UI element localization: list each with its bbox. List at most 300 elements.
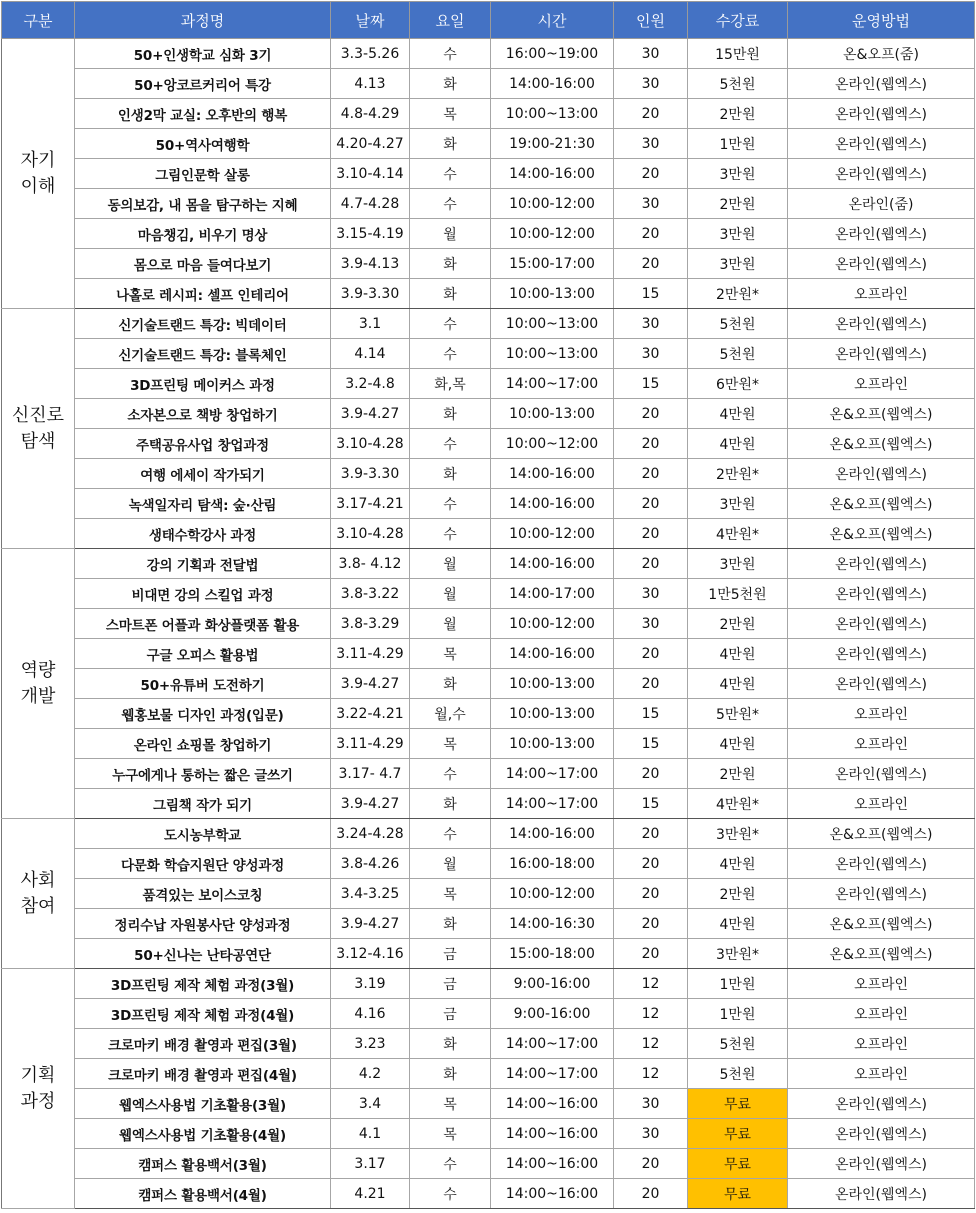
method-cell: 온라인(웹엑스) bbox=[788, 99, 975, 129]
method-cell: 온라인(웹엑스) bbox=[788, 309, 975, 339]
fee-cell: 3만원* bbox=[688, 939, 788, 969]
header-time: 시간 bbox=[491, 2, 614, 39]
table-row bbox=[2, 549, 975, 579]
time-cell: 10:00-12:00 bbox=[491, 219, 614, 249]
course-name-cell: 소자본으로 책방 창업하기 bbox=[75, 399, 331, 429]
time-cell: 16:00-18:00 bbox=[491, 849, 614, 879]
date-cell: 3.9-4.27 bbox=[331, 669, 410, 699]
fee-cell: 무료 bbox=[688, 1149, 788, 1179]
method-cell: 온&오프(웹엑스) bbox=[788, 939, 975, 969]
course-name-cell: 신기술트랜드 특강: 빅데이터 bbox=[75, 309, 331, 339]
day-cell: 화 bbox=[410, 69, 491, 99]
course-name-cell: 웹엑스사용법 기초활용(3월) bbox=[75, 1089, 331, 1119]
capacity-cell: 20 bbox=[614, 1179, 688, 1209]
course-name-cell: 다문화 학습지원단 양성과정 bbox=[75, 849, 331, 879]
day-cell: 수 bbox=[410, 519, 491, 549]
method-cell: 온&오프(웹엑스) bbox=[788, 489, 975, 519]
day-cell: 화 bbox=[410, 669, 491, 699]
course-name-cell: 50+역사여행학 bbox=[75, 129, 331, 159]
capacity-cell: 20 bbox=[614, 849, 688, 879]
day-cell: 목 bbox=[410, 729, 491, 759]
course-name-cell: 캠퍼스 활용백서(3월) bbox=[75, 1149, 331, 1179]
table-row bbox=[2, 609, 975, 639]
fee-cell: 3만원 bbox=[688, 489, 788, 519]
day-cell: 목 bbox=[410, 639, 491, 669]
table-row bbox=[2, 849, 975, 879]
time-cell: 10:00~13:00 bbox=[491, 99, 614, 129]
capacity-cell: 20 bbox=[614, 759, 688, 789]
course-name-cell: 50+인생학교 심화 3기 bbox=[75, 39, 331, 69]
table-row bbox=[2, 129, 975, 159]
table-row bbox=[2, 219, 975, 249]
table-row bbox=[2, 189, 975, 219]
table-row bbox=[2, 399, 975, 429]
table-row bbox=[2, 99, 975, 129]
capacity-cell: 20 bbox=[614, 669, 688, 699]
day-cell: 수 bbox=[410, 39, 491, 69]
date-cell: 4.20-4.27 bbox=[331, 129, 410, 159]
fee-cell: 1만원 bbox=[688, 969, 788, 999]
day-cell: 화 bbox=[410, 249, 491, 279]
day-cell: 수 bbox=[410, 159, 491, 189]
date-cell: 4.21 bbox=[331, 1179, 410, 1209]
capacity-cell: 30 bbox=[614, 609, 688, 639]
fee-cell: 3만원 bbox=[688, 159, 788, 189]
method-cell: 온&오프(웹엑스) bbox=[788, 519, 975, 549]
fee-cell: 5만원* bbox=[688, 699, 788, 729]
fee-cell: 2만원 bbox=[688, 609, 788, 639]
fee-cell: 4만원 bbox=[688, 639, 788, 669]
category-cell: 기획 과정 bbox=[2, 969, 75, 1209]
header-row bbox=[2, 2, 975, 39]
course-name-cell: 강의 기획과 전달법 bbox=[75, 549, 331, 579]
date-cell: 3.3-5.26 bbox=[331, 39, 410, 69]
capacity-cell: 12 bbox=[614, 1059, 688, 1089]
method-cell: 온라인(웹엑스) bbox=[788, 219, 975, 249]
day-cell: 수 bbox=[410, 819, 491, 849]
category-cell: 자기 이해 bbox=[2, 39, 75, 309]
date-cell: 3.4-3.25 bbox=[331, 879, 410, 909]
table-row bbox=[2, 999, 975, 1029]
fee-cell: 3만원* bbox=[688, 819, 788, 849]
table-row bbox=[2, 819, 975, 849]
time-cell: 14:00~16:00 bbox=[491, 1149, 614, 1179]
method-cell: 온라인(웹엑스) bbox=[788, 249, 975, 279]
time-cell: 14:00~16:00 bbox=[491, 1089, 614, 1119]
time-cell: 14:00-16:00 bbox=[491, 819, 614, 849]
table-row bbox=[2, 1059, 975, 1089]
course-name-cell: 3D프린팅 제작 체험 과정(4월) bbox=[75, 999, 331, 1029]
time-cell: 10:00-13:00 bbox=[491, 279, 614, 309]
table-row bbox=[2, 1119, 975, 1149]
course-name-cell: 몸으로 마음 들여다보기 bbox=[75, 249, 331, 279]
method-cell: 온라인(웹엑스) bbox=[788, 159, 975, 189]
capacity-cell: 30 bbox=[614, 129, 688, 159]
fee-cell: 3만원 bbox=[688, 549, 788, 579]
time-cell: 16:00~19:00 bbox=[491, 39, 614, 69]
time-cell: 10:00-13:00 bbox=[491, 699, 614, 729]
fee-cell: 6만원* bbox=[688, 369, 788, 399]
day-cell: 화 bbox=[410, 399, 491, 429]
method-cell: 오프라인 bbox=[788, 699, 975, 729]
method-cell: 온라인(줌) bbox=[788, 189, 975, 219]
table-row bbox=[2, 699, 975, 729]
time-cell: 14:00~16:00 bbox=[491, 1179, 614, 1209]
capacity-cell: 30 bbox=[614, 1089, 688, 1119]
table-row bbox=[2, 639, 975, 669]
date-cell: 4.7-4.28 bbox=[331, 189, 410, 219]
table-row bbox=[2, 1029, 975, 1059]
date-cell: 3.2-4.8 bbox=[331, 369, 410, 399]
header-date: 날짜 bbox=[331, 2, 410, 39]
capacity-cell: 20 bbox=[614, 549, 688, 579]
day-cell: 금 bbox=[410, 969, 491, 999]
capacity-cell: 20 bbox=[614, 879, 688, 909]
day-cell: 수 bbox=[410, 189, 491, 219]
course-name-cell: 그림인문학 살롱 bbox=[75, 159, 331, 189]
date-cell: 3.17-4.21 bbox=[331, 489, 410, 519]
method-cell: 온&오프(웹엑스) bbox=[788, 399, 975, 429]
method-cell: 온라인(웹엑스) bbox=[788, 639, 975, 669]
day-cell: 수 bbox=[410, 339, 491, 369]
method-cell: 온라인(웹엑스) bbox=[788, 759, 975, 789]
fee-cell: 무료 bbox=[688, 1119, 788, 1149]
day-cell: 목 bbox=[410, 879, 491, 909]
day-cell: 월 bbox=[410, 219, 491, 249]
fee-cell: 15만원 bbox=[688, 39, 788, 69]
date-cell: 3.9-4.13 bbox=[331, 249, 410, 279]
day-cell: 수 bbox=[410, 759, 491, 789]
date-cell: 3.15-4.19 bbox=[331, 219, 410, 249]
day-cell: 목 bbox=[410, 99, 491, 129]
date-cell: 3.17- 4.7 bbox=[331, 759, 410, 789]
table-row bbox=[2, 969, 975, 999]
course-name-cell: 생태수학강사 과정 bbox=[75, 519, 331, 549]
method-cell: 오프라인 bbox=[788, 279, 975, 309]
capacity-cell: 20 bbox=[614, 939, 688, 969]
time-cell: 9:00-16:00 bbox=[491, 969, 614, 999]
table-row bbox=[2, 1179, 975, 1209]
fee-cell: 4만원* bbox=[688, 789, 788, 819]
date-cell: 3.9-3.30 bbox=[331, 279, 410, 309]
course-name-cell: 정리수납 자원봉사단 양성과정 bbox=[75, 909, 331, 939]
capacity-cell: 12 bbox=[614, 1029, 688, 1059]
course-name-cell: 크로마키 배경 촬영과 편집(4월) bbox=[75, 1059, 331, 1089]
course-name-cell: 50+앙코르커리어 특강 bbox=[75, 69, 331, 99]
day-cell: 화 bbox=[410, 1059, 491, 1089]
method-cell: 온라인(웹엑스) bbox=[788, 339, 975, 369]
date-cell: 3.22-4.21 bbox=[331, 699, 410, 729]
header-fee: 수강료 bbox=[688, 2, 788, 39]
fee-cell: 4만원 bbox=[688, 849, 788, 879]
date-cell: 3.12-4.16 bbox=[331, 939, 410, 969]
time-cell: 14:00-16:00 bbox=[491, 159, 614, 189]
capacity-cell: 15 bbox=[614, 729, 688, 759]
day-cell: 수 bbox=[410, 489, 491, 519]
date-cell: 4.8-4.29 bbox=[331, 99, 410, 129]
fee-cell: 4만원* bbox=[688, 519, 788, 549]
header-day: 요일 bbox=[410, 2, 491, 39]
date-cell: 3.4 bbox=[331, 1089, 410, 1119]
table-row bbox=[2, 759, 975, 789]
fee-cell: 무료 bbox=[688, 1179, 788, 1209]
date-cell: 3.8- 4.12 bbox=[331, 549, 410, 579]
time-cell: 14:00~17:00 bbox=[491, 1029, 614, 1059]
course-name-cell: 구글 오피스 활용법 bbox=[75, 639, 331, 669]
method-cell: 온라인(웹엑스) bbox=[788, 579, 975, 609]
fee-cell: 3만원 bbox=[688, 219, 788, 249]
fee-cell: 2만원* bbox=[688, 279, 788, 309]
method-cell: 온&오프(웹엑스) bbox=[788, 429, 975, 459]
date-cell: 3.17 bbox=[331, 1149, 410, 1179]
capacity-cell: 30 bbox=[614, 69, 688, 99]
date-cell: 4.1 bbox=[331, 1119, 410, 1149]
time-cell: 14:00~17:00 bbox=[491, 759, 614, 789]
table-row bbox=[2, 69, 975, 99]
date-cell: 3.10-4.14 bbox=[331, 159, 410, 189]
capacity-cell: 15 bbox=[614, 369, 688, 399]
capacity-cell: 30 bbox=[614, 579, 688, 609]
method-cell: 온&오프(웹엑스) bbox=[788, 819, 975, 849]
fee-cell: 2만원* bbox=[688, 459, 788, 489]
method-cell: 온라인(웹엑스) bbox=[788, 849, 975, 879]
date-cell: 3.8-3.29 bbox=[331, 609, 410, 639]
course-name-cell: 인생2막 교실: 오후반의 행복 bbox=[75, 99, 331, 129]
fee-cell: 2만원 bbox=[688, 189, 788, 219]
course-name-cell: 녹색일자리 탐색: 숲·산림 bbox=[75, 489, 331, 519]
day-cell: 월 bbox=[410, 609, 491, 639]
date-cell: 3.11-4.29 bbox=[331, 639, 410, 669]
fee-cell: 5천원 bbox=[688, 69, 788, 99]
method-cell: 오프라인 bbox=[788, 1059, 975, 1089]
method-cell: 온라인(웹엑스) bbox=[788, 459, 975, 489]
day-cell: 수 bbox=[410, 309, 491, 339]
capacity-cell: 20 bbox=[614, 819, 688, 849]
course-name-cell: 마음챙김, 비우기 명상 bbox=[75, 219, 331, 249]
method-cell: 오프라인 bbox=[788, 729, 975, 759]
capacity-cell: 20 bbox=[614, 399, 688, 429]
time-cell: 14:00-17:00 bbox=[491, 579, 614, 609]
course-name-cell: 스마트폰 어플과 화상플랫폼 활용 bbox=[75, 609, 331, 639]
day-cell: 화,목 bbox=[410, 369, 491, 399]
fee-cell: 1만원 bbox=[688, 999, 788, 1029]
table-row bbox=[2, 789, 975, 819]
time-cell: 14:00-16:00 bbox=[491, 549, 614, 579]
capacity-cell: 20 bbox=[614, 909, 688, 939]
table-row bbox=[2, 1149, 975, 1179]
time-cell: 14:00-16:30 bbox=[491, 909, 614, 939]
method-cell: 오프라인 bbox=[788, 999, 975, 1029]
day-cell: 월 bbox=[410, 549, 491, 579]
course-name-cell: 도시농부학교 bbox=[75, 819, 331, 849]
method-cell: 온&오프(웹엑스) bbox=[788, 909, 975, 939]
day-cell: 목 bbox=[410, 1119, 491, 1149]
table-row bbox=[2, 249, 975, 279]
capacity-cell: 20 bbox=[614, 429, 688, 459]
table-row bbox=[2, 879, 975, 909]
table-row bbox=[2, 729, 975, 759]
fee-cell: 5천원 bbox=[688, 1029, 788, 1059]
table-row bbox=[2, 339, 975, 369]
day-cell: 수 bbox=[410, 1179, 491, 1209]
fee-cell: 3만원 bbox=[688, 249, 788, 279]
time-cell: 9:00-16:00 bbox=[491, 999, 614, 1029]
capacity-cell: 20 bbox=[614, 459, 688, 489]
fee-cell: 1만5천원 bbox=[688, 579, 788, 609]
fee-cell: 2만원 bbox=[688, 879, 788, 909]
method-cell: 온라인(웹엑스) bbox=[788, 1089, 975, 1119]
table-row bbox=[2, 669, 975, 699]
course-name-cell: 3D프린팅 메이커스 과정 bbox=[75, 369, 331, 399]
fee-cell: 2만원 bbox=[688, 759, 788, 789]
course-name-cell: 품격있는 보이스코칭 bbox=[75, 879, 331, 909]
time-cell: 14:00-16:00 bbox=[491, 639, 614, 669]
capacity-cell: 30 bbox=[614, 39, 688, 69]
capacity-cell: 30 bbox=[614, 1119, 688, 1149]
table-row bbox=[2, 1089, 975, 1119]
time-cell: 14:00~16:00 bbox=[491, 1119, 614, 1149]
capacity-cell: 20 bbox=[614, 519, 688, 549]
day-cell: 수 bbox=[410, 1149, 491, 1179]
fee-cell: 1만원 bbox=[688, 129, 788, 159]
date-cell: 4.13 bbox=[331, 69, 410, 99]
date-cell: 3.9-4.27 bbox=[331, 909, 410, 939]
time-cell: 10:00-13:00 bbox=[491, 729, 614, 759]
course-name-cell: 3D프린팅 제작 체험 과정(3월) bbox=[75, 969, 331, 999]
capacity-cell: 20 bbox=[614, 489, 688, 519]
time-cell: 14:00-16:00 bbox=[491, 69, 614, 99]
method-cell: 온라인(웹엑스) bbox=[788, 1179, 975, 1209]
table-row bbox=[2, 159, 975, 189]
table-row bbox=[2, 459, 975, 489]
method-cell: 온라인(웹엑스) bbox=[788, 879, 975, 909]
method-cell: 온라인(웹엑스) bbox=[788, 669, 975, 699]
time-cell: 10:00-13:00 bbox=[491, 399, 614, 429]
fee-cell: 4만원 bbox=[688, 399, 788, 429]
capacity-cell: 15 bbox=[614, 699, 688, 729]
method-cell: 온라인(웹엑스) bbox=[788, 1119, 975, 1149]
date-cell: 3.9-3.30 bbox=[331, 459, 410, 489]
date-cell: 4.2 bbox=[331, 1059, 410, 1089]
capacity-cell: 12 bbox=[614, 999, 688, 1029]
fee-cell: 5천원 bbox=[688, 339, 788, 369]
date-cell: 3.1 bbox=[331, 309, 410, 339]
table-row bbox=[2, 519, 975, 549]
table-row bbox=[2, 909, 975, 939]
date-cell: 3.9-4.27 bbox=[331, 399, 410, 429]
time-cell: 10:00~13:00 bbox=[491, 339, 614, 369]
course-name-cell: 웹엑스사용법 기초활용(4월) bbox=[75, 1119, 331, 1149]
header-course: 과정명 bbox=[75, 2, 331, 39]
method-cell: 온라인(웹엑스) bbox=[788, 1149, 975, 1179]
fee-cell: 4만원 bbox=[688, 909, 788, 939]
course-name-cell: 캠퍼스 활용백서(4월) bbox=[75, 1179, 331, 1209]
day-cell: 금 bbox=[410, 999, 491, 1029]
capacity-cell: 20 bbox=[614, 639, 688, 669]
fee-cell: 5천원 bbox=[688, 1059, 788, 1089]
day-cell: 화 bbox=[410, 1029, 491, 1059]
method-cell: 온라인(웹엑스) bbox=[788, 609, 975, 639]
day-cell: 화 bbox=[410, 789, 491, 819]
day-cell: 월,수 bbox=[410, 699, 491, 729]
time-cell: 15:00-17:00 bbox=[491, 249, 614, 279]
date-cell: 3.11-4.29 bbox=[331, 729, 410, 759]
day-cell: 화 bbox=[410, 459, 491, 489]
category-cell: 신진로 탐색 bbox=[2, 309, 75, 549]
course-name-cell: 온라인 쇼핑몰 창업하기 bbox=[75, 729, 331, 759]
day-cell: 화 bbox=[410, 279, 491, 309]
time-cell: 14:00~17:00 bbox=[491, 369, 614, 399]
date-cell: 4.16 bbox=[331, 999, 410, 1029]
method-cell: 온라인(웹엑스) bbox=[788, 549, 975, 579]
time-cell: 10:00-12:00 bbox=[491, 879, 614, 909]
capacity-cell: 20 bbox=[614, 249, 688, 279]
course-name-cell: 50+신나는 난타공연단 bbox=[75, 939, 331, 969]
time-cell: 14:00~17:00 bbox=[491, 789, 614, 819]
fee-cell: 무료 bbox=[688, 1089, 788, 1119]
category-cell: 사회 참여 bbox=[2, 819, 75, 969]
capacity-cell: 20 bbox=[614, 159, 688, 189]
date-cell: 3.8-4.26 bbox=[331, 849, 410, 879]
course-name-cell: 동의보감, 내 몸을 탐구하는 지혜 bbox=[75, 189, 331, 219]
time-cell: 10:00~12:00 bbox=[491, 429, 614, 459]
day-cell: 월 bbox=[410, 579, 491, 609]
time-cell: 10:00-12:00 bbox=[491, 519, 614, 549]
time-cell: 14:00-16:00 bbox=[491, 489, 614, 519]
capacity-cell: 15 bbox=[614, 789, 688, 819]
time-cell: 10:00-12:00 bbox=[491, 189, 614, 219]
fee-cell: 5천원 bbox=[688, 309, 788, 339]
time-cell: 10:00-12:00 bbox=[491, 609, 614, 639]
header-capacity: 인원 bbox=[614, 2, 688, 39]
method-cell: 오프라인 bbox=[788, 789, 975, 819]
course-name-cell: 50+유튜버 도전하기 bbox=[75, 669, 331, 699]
course-name-cell: 나홀로 레시피: 셀프 인테리어 bbox=[75, 279, 331, 309]
date-cell: 3.10-4.28 bbox=[331, 429, 410, 459]
header-method: 운영방법 bbox=[788, 2, 975, 39]
time-cell: 15:00-18:00 bbox=[491, 939, 614, 969]
day-cell: 목 bbox=[410, 1089, 491, 1119]
capacity-cell: 30 bbox=[614, 189, 688, 219]
date-cell: 3.9-4.27 bbox=[331, 789, 410, 819]
fee-cell: 2만원 bbox=[688, 99, 788, 129]
table-row bbox=[2, 309, 975, 339]
course-name-cell: 주택공유사업 창업과정 bbox=[75, 429, 331, 459]
course-name-cell: 누구에게나 통하는 짧은 글쓰기 bbox=[75, 759, 331, 789]
table-row bbox=[2, 369, 975, 399]
course-name-cell: 여행 에세이 작가되기 bbox=[75, 459, 331, 489]
date-cell: 3.19 bbox=[331, 969, 410, 999]
course-schedule-table bbox=[1, 1, 975, 1209]
capacity-cell: 30 bbox=[614, 309, 688, 339]
time-cell: 10:00-13:00 bbox=[491, 669, 614, 699]
day-cell: 화 bbox=[410, 129, 491, 159]
table-row bbox=[2, 39, 975, 69]
fee-cell: 4만원 bbox=[688, 729, 788, 759]
table-row bbox=[2, 279, 975, 309]
date-cell: 3.10-4.28 bbox=[331, 519, 410, 549]
capacity-cell: 20 bbox=[614, 99, 688, 129]
capacity-cell: 30 bbox=[614, 339, 688, 369]
course-name-cell: 신기술트랜드 특강: 블록체인 bbox=[75, 339, 331, 369]
table-row bbox=[2, 939, 975, 969]
day-cell: 화 bbox=[410, 909, 491, 939]
header-category: 구분 bbox=[2, 2, 75, 39]
capacity-cell: 15 bbox=[614, 279, 688, 309]
date-cell: 3.23 bbox=[331, 1029, 410, 1059]
date-cell: 3.24-4.28 bbox=[331, 819, 410, 849]
date-cell: 3.8-3.22 bbox=[331, 579, 410, 609]
